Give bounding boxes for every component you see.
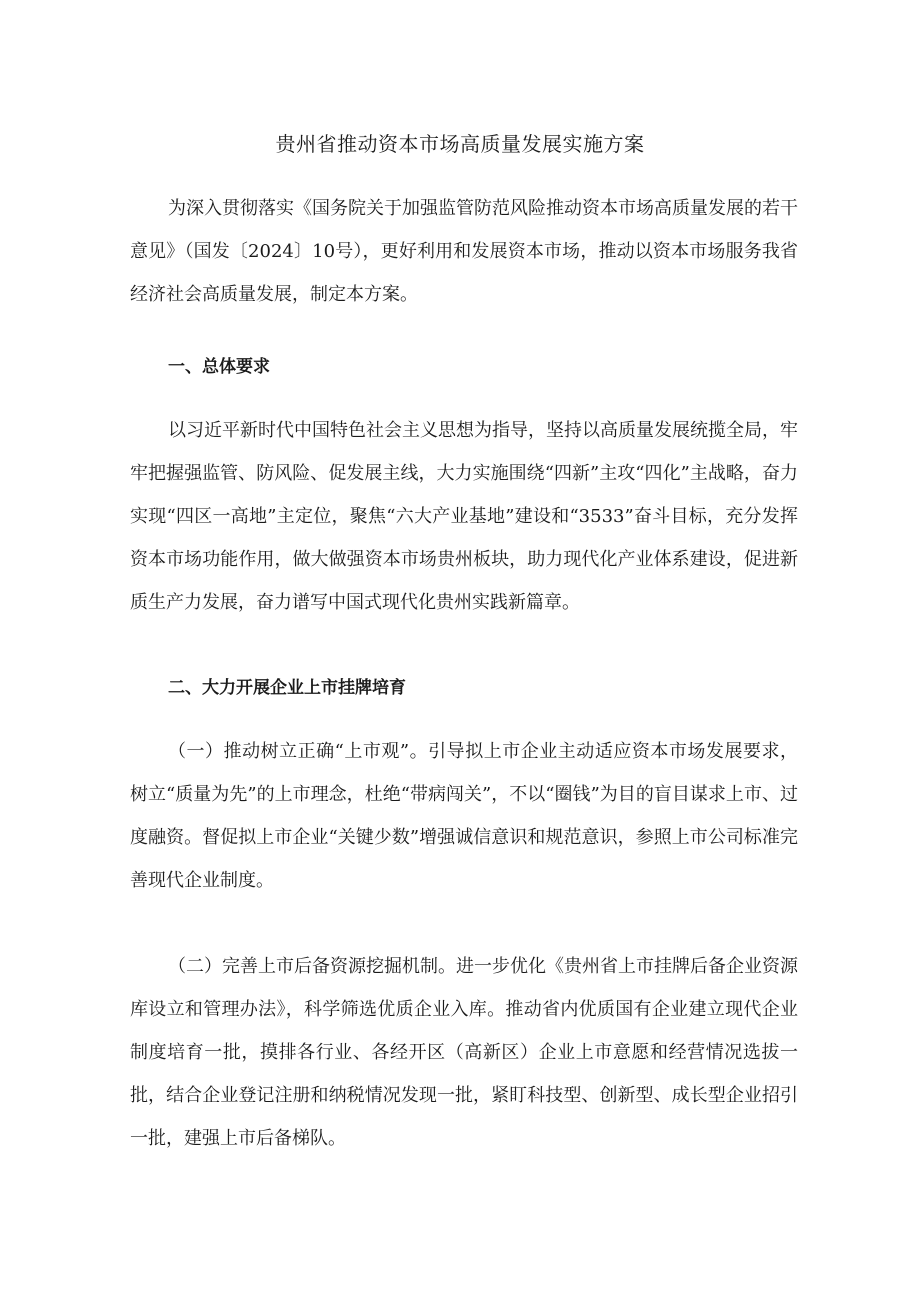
section-2-paragraph-1: （一）推动树立正确“上市观”。引导拟上市企业主动适应资本市场发展要求，树立“质量为先”的上市理念，杜绝“带病闯关”，不以“圈钱”为目的盲目谋求上市、过度融资。督促拟上市企业“关键少数”增强诚信意识和规范意识，参照上市公司标准完善现代企业制度。 [130, 741, 798, 891]
document-title: 贵州省推动资本市场高质量发展实施方案 [275, 132, 645, 156]
section-heading-listing-cultivation: 二、大力开展企业上市挂牌培育 [168, 678, 406, 698]
section-heading-general-requirements: 一、总体要求 [168, 357, 270, 377]
section-2-paragraph-2: （二）完善上市后备资源挖掘机制。进一步优化《贵州省上市挂牌后备企业资源库设立和管理办法》，科学筛选优质企业入库。推动省内优质国有企业建立现代企业制度培育一批，摸排各行业、各经开区（高新区）企业上市意愿和经营情况选拔一批，结合企业登记注册和纳税情况发现一批，紧盯科技型、创新型、成长型企业招引一批，建强上市后备梯队。 [130, 956, 798, 1149]
intro-paragraph: 为深入贯彻落实《国务院关于加强监管防范风险推动资本市场高质量发展的若干意见》（国发〔2024〕10号），更好利用和发展资本市场，推动以资本市场服务我省经济社会高质量发展，制定本方案。 [130, 198, 798, 305]
section-1-paragraph: 以习近平新时代中国特色社会主义思想为指导，坚持以高质量发展统揽全局，牢牢把握强监管、防风险、促发展主线，大力实施围绕“四新”主攻“四化”主战略，奋力实现“四区一高地”主定位，聚焦“六大产业基地”建设和“3533”奋斗目标，充分发挥资本市场功能作用，做大做强资本市场贵州板块，助力现代化产业体系建设，促进新质生产力发展，奋力谱写中国式现代化贵州实践新篇章。 [130, 420, 798, 613]
